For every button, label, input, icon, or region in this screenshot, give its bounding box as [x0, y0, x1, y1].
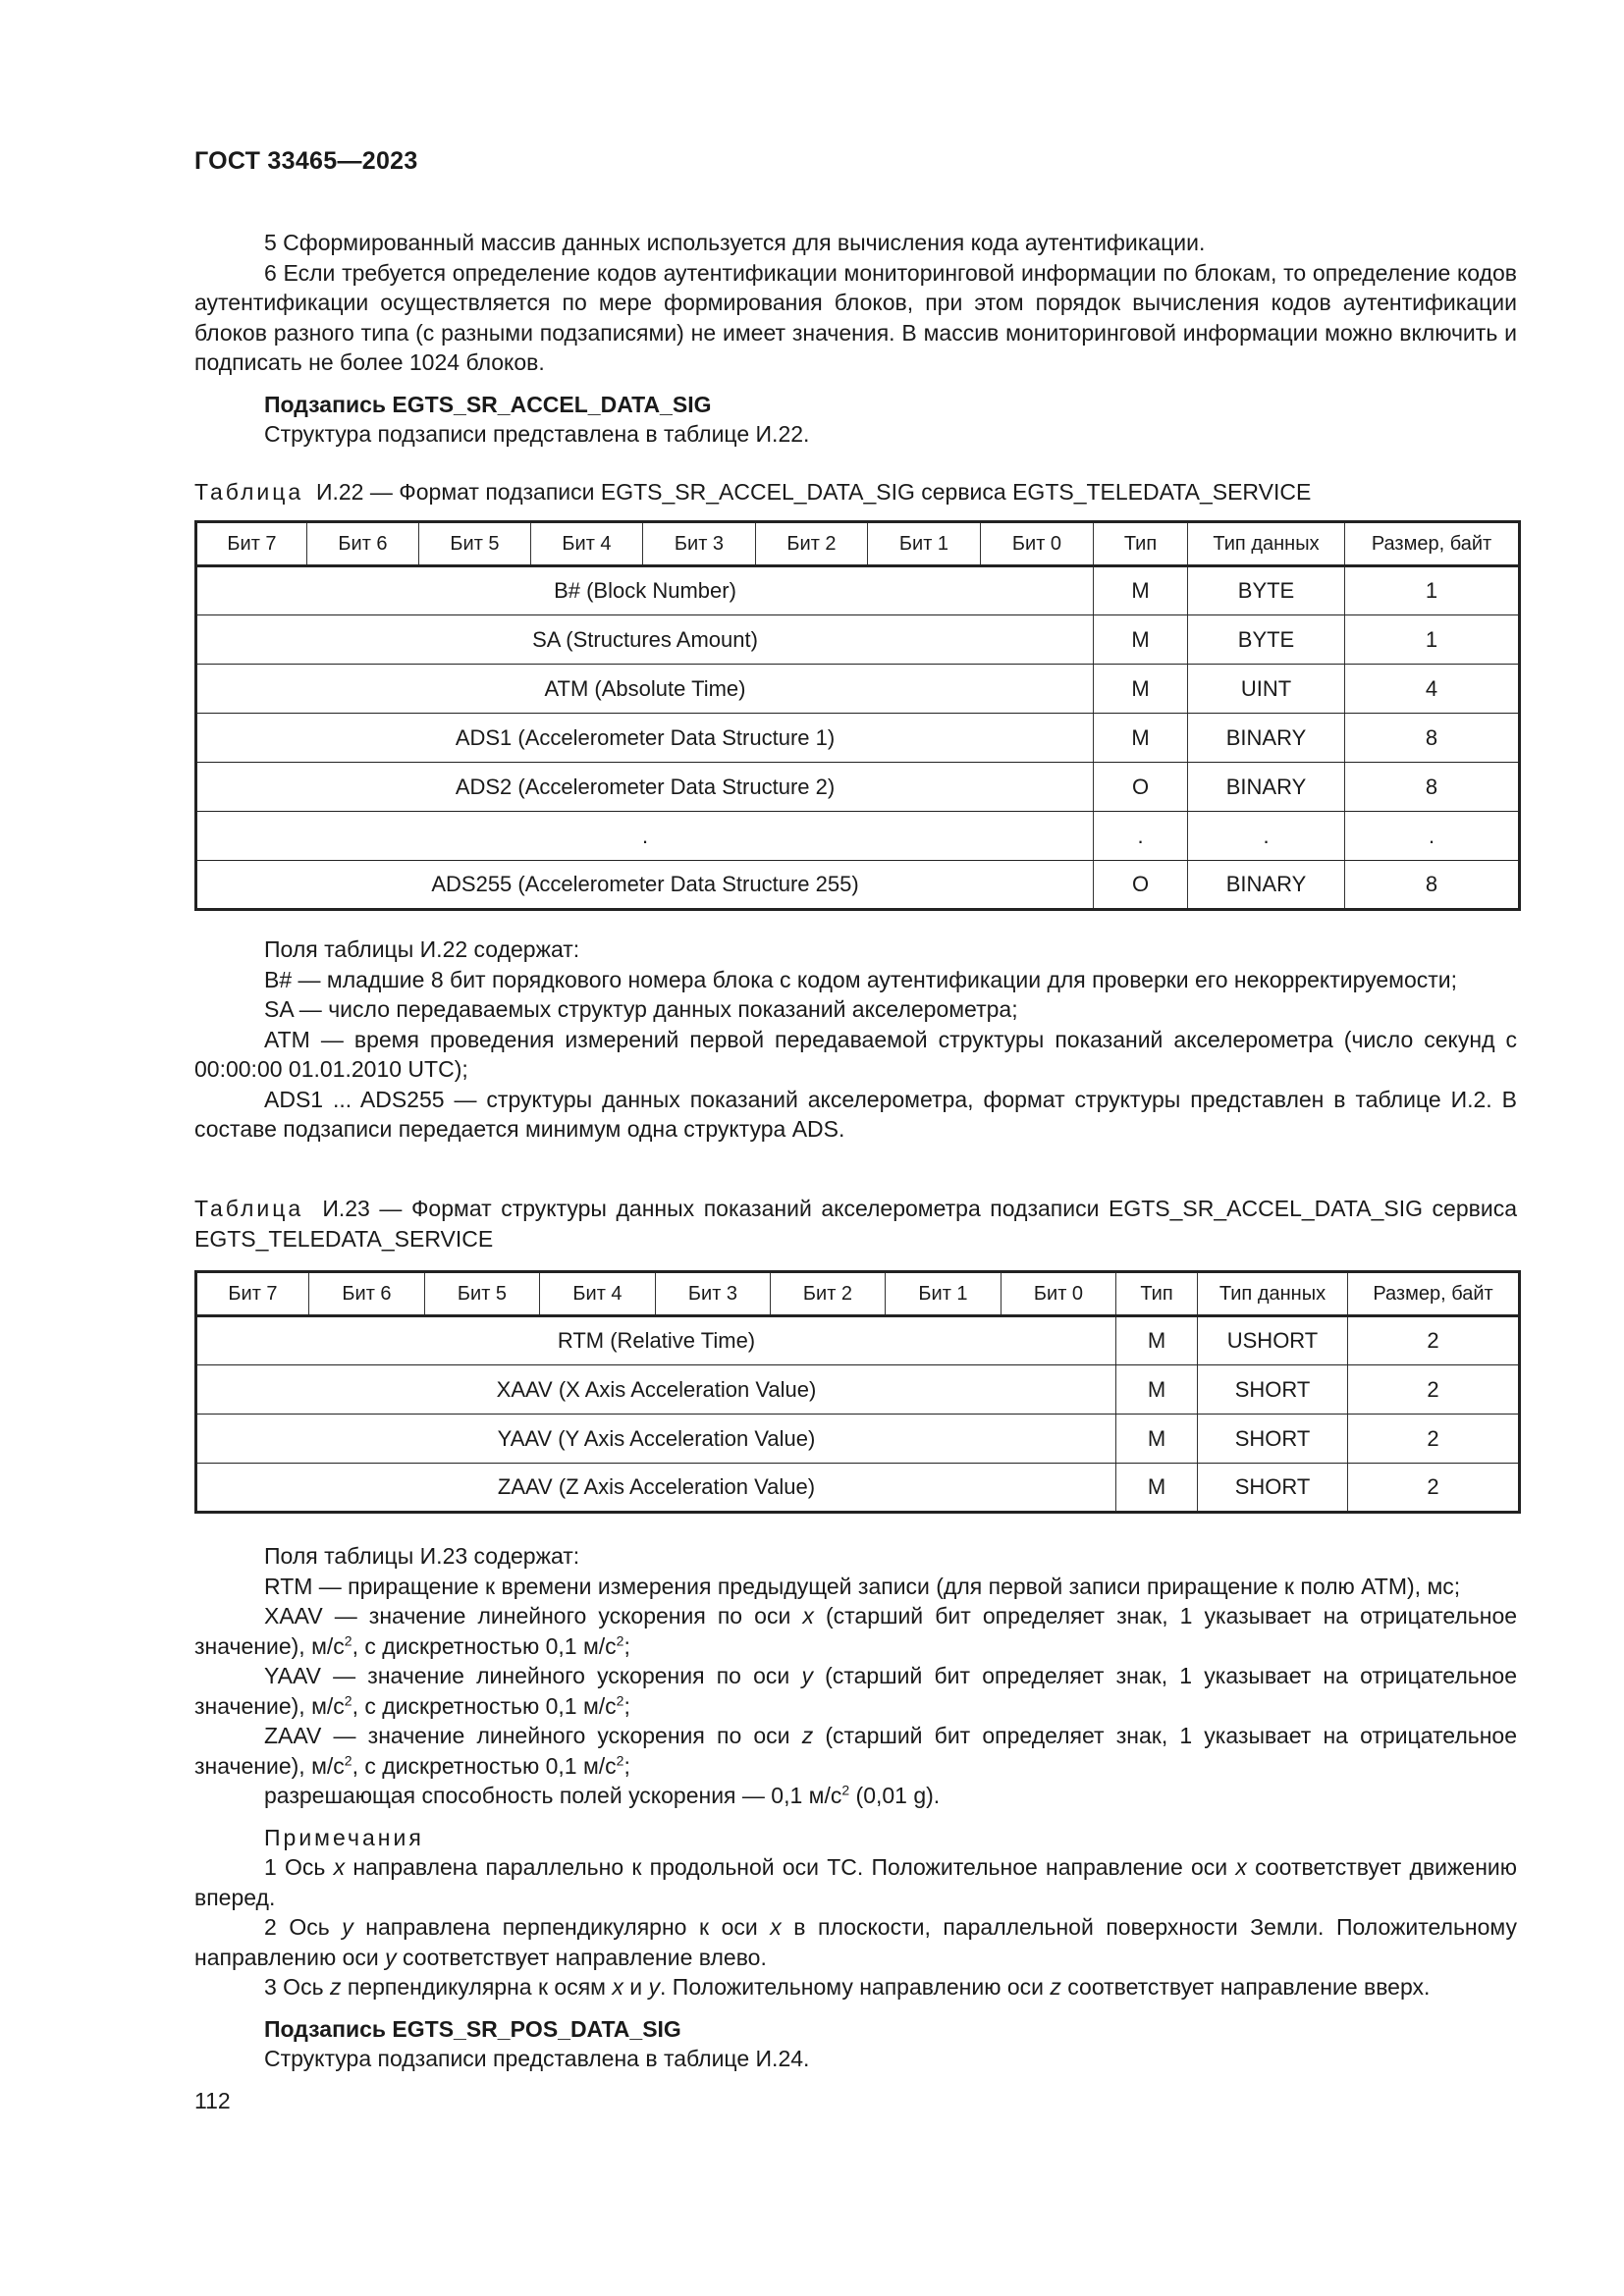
type-cell: M: [1094, 566, 1188, 615]
table23-header-cell: Бит 4: [540, 1272, 656, 1316]
datatype-cell: SHORT: [1198, 1415, 1348, 1464]
type-cell: .: [1094, 812, 1188, 861]
axis-symbol: x: [333, 1854, 346, 1880]
type-cell: O: [1094, 861, 1188, 910]
table-row: [196, 861, 1520, 910]
type-cell: M: [1116, 1316, 1198, 1365]
text-fragment: и: [629, 1974, 643, 2000]
size-cell: 8: [1345, 763, 1520, 812]
type-cell: M: [1116, 1365, 1198, 1415]
text-fragment: YAAV — значение линейного ускорения по оси: [264, 1663, 790, 1688]
fields23-intro: Поля таблицы И.23 содержат:: [264, 1543, 580, 1569]
table-row: [196, 1365, 1520, 1415]
superscript: 2: [616, 1691, 624, 1708]
text-fragment: , с дискретностью 0,1 м/с: [352, 1632, 617, 1659]
datatype-cell: BINARY: [1188, 714, 1345, 763]
datatype-cell: USHORT: [1198, 1316, 1348, 1365]
field-name-cell: ADS255 (Accelerometer Data Structure 255): [196, 861, 1094, 910]
size-cell: 4: [1345, 665, 1520, 714]
table22-caption: [194, 477, 1517, 507]
table22-header-cell: Бит 3: [643, 522, 756, 566]
text-fragment: направлена параллельно к продольной оси ТС. Положительное направление оси: [352, 1854, 1228, 1880]
table23-header-cell: Тип данных: [1198, 1272, 1348, 1316]
axis-symbol: z: [801, 1723, 814, 1748]
note-2: [194, 1912, 1517, 1972]
field-desc-rtm: RTM — приращение к времени измерения предыдущей записи (для первой записи приращение к полю ATM), мс;: [264, 1573, 1461, 1599]
text-fragment: (старший бит определяет знак, 1 указывает на отрицательное значение), м/с: [194, 1663, 1518, 1719]
datatype-cell: SHORT: [1198, 1365, 1348, 1415]
field-desc-resolution: [194, 1781, 1517, 1811]
text-fragment: . Положительному направлению оси: [660, 1974, 1044, 2000]
axis-symbol: x: [770, 1914, 782, 1940]
type-cell: M: [1116, 1415, 1198, 1464]
table-row: [196, 714, 1520, 763]
axis-symbol: y: [801, 1663, 813, 1688]
table23-caption: [194, 1194, 1517, 1254]
size-cell: .: [1345, 812, 1520, 861]
table-22: [194, 520, 1521, 911]
table23-header-cell: Бит 1: [886, 1272, 1001, 1316]
datatype-cell: BINARY: [1188, 861, 1345, 910]
datatype-cell: SHORT: [1198, 1464, 1348, 1513]
table22-header-cell: Бит 7: [196, 522, 307, 566]
field-desc-yaav: [194, 1661, 1517, 1721]
table23-header-cell: Бит 2: [771, 1272, 886, 1316]
section-ref-pos: Структура подзаписи представлена в таблице И.24.: [264, 2046, 810, 2071]
axis-symbol: y: [385, 1944, 397, 1970]
text-fragment: 1 Ось: [264, 1854, 326, 1880]
size-cell: 8: [1345, 861, 1520, 910]
table22-header-cell: Бит 1: [868, 522, 981, 566]
table23-header-cell: Тип: [1116, 1272, 1198, 1316]
field-name-cell: XAAV (X Axis Acceleration Value): [196, 1365, 1116, 1415]
size-cell: 1: [1345, 566, 1520, 615]
superscript: 2: [344, 1631, 352, 1648]
table-row: [196, 566, 1520, 615]
field-desc-sa: SA — число передаваемых структур данных показаний акселерометра;: [264, 996, 1018, 1022]
size-cell: 2: [1348, 1415, 1520, 1464]
datatype-cell: BYTE: [1188, 566, 1345, 615]
size-cell: 1: [1345, 615, 1520, 665]
text-fragment: ;: [623, 1632, 630, 1659]
table22-header-cell: Тип: [1094, 522, 1188, 566]
table-row: [196, 1464, 1520, 1513]
type-cell: M: [1094, 714, 1188, 763]
datatype-cell: BINARY: [1188, 763, 1345, 812]
table23-header-cell: Бит 7: [196, 1272, 309, 1316]
axis-symbol: y: [342, 1914, 353, 1940]
intro-block: [194, 228, 1517, 450]
table23-header-cell: Бит 5: [425, 1272, 540, 1316]
axis-symbol: z: [1050, 1974, 1061, 2000]
type-cell: M: [1094, 615, 1188, 665]
type-cell: M: [1094, 665, 1188, 714]
fields23-block: [194, 1541, 1517, 2074]
field-desc-b: B# — младшие 8 бит порядкового номера блока с кодом аутентификации для проверки его некорректируемости;: [264, 966, 1458, 992]
type-cell: O: [1094, 763, 1188, 812]
table22-caption-label: Таблица: [194, 479, 304, 505]
axis-symbol: z: [329, 1974, 342, 2000]
section-heading-pos: Подзапись EGTS_SR_POS_DATA_SIG: [264, 2015, 681, 2042]
paragraph-6: 6 Если требуется определение кодов аутентификации мониторинговой информации по блокам, то определение кодов аутентификации осуществляется по мере формирования блоков, при этом порядок вычисления кодов аутентификации блоков разного типа (с разными подзаписями) не имеет значения. В массив мониторинговой информации можно включить и подписать не более 1024 блоков.: [194, 259, 1517, 375]
table22-header-cell: Тип данных: [1188, 522, 1345, 566]
size-cell: 2: [1348, 1365, 1520, 1415]
size-cell: 8: [1345, 714, 1520, 763]
datatype-cell: UINT: [1188, 665, 1345, 714]
table23-header-cell: Размер, байт: [1348, 1272, 1520, 1316]
table23-header-row: [196, 1272, 1520, 1316]
table-row: [196, 1316, 1520, 1365]
axis-symbol: x: [1235, 1854, 1247, 1880]
table-row: [196, 812, 1520, 861]
field-name-cell: ZAAV (Z Axis Acceleration Value): [196, 1464, 1116, 1513]
superscript: 2: [616, 1631, 624, 1648]
table-row: [196, 1415, 1520, 1464]
text-fragment: соответствует направление влево.: [403, 1944, 767, 1970]
table-row: [196, 615, 1520, 665]
field-name-cell: ADS1 (Accelerometer Data Structure 1): [196, 714, 1094, 763]
datatype-cell: BYTE: [1188, 615, 1345, 665]
axis-symbol: x: [802, 1603, 814, 1629]
table22-header-cell: Бит 6: [307, 522, 419, 566]
text-fragment: XAAV — значение линейного ускорения по оси: [264, 1603, 791, 1629]
text-fragment: в плоскости, параллельной поверхности Земли. Положительному направлению оси: [194, 1914, 1517, 1970]
text-fragment: соответствует движению вперед.: [194, 1854, 1518, 1910]
text-fragment: 3 Ось: [264, 1974, 324, 2000]
table23-header-cell: Бит 3: [656, 1272, 771, 1316]
table22-header-row: [196, 522, 1520, 566]
table22-header-cell: Размер, байт: [1345, 522, 1520, 566]
table-row: [196, 763, 1520, 812]
table-23: [194, 1270, 1521, 1514]
table23-caption-label: Таблица: [194, 1196, 304, 1221]
type-cell: M: [1116, 1464, 1198, 1513]
text-fragment: ZAAV — значение линейного ускорения по оси: [264, 1723, 790, 1748]
text-fragment: перпендикулярна к осям: [347, 1974, 606, 2000]
table23-header-cell: Бит 0: [1001, 1272, 1116, 1316]
field-name-cell: .: [196, 812, 1094, 861]
field-name-cell: YAAV (Y Axis Acceleration Value): [196, 1415, 1116, 1464]
datatype-cell: .: [1188, 812, 1345, 861]
size-cell: 2: [1348, 1464, 1520, 1513]
document-code: ГОСТ 33465—2023: [194, 147, 418, 175]
field-name-cell: SA (Structures Amount): [196, 615, 1094, 665]
superscript: 2: [344, 1691, 352, 1708]
table22-header-cell: Бит 4: [531, 522, 643, 566]
text-fragment: , с дискретностью 0,1 м/с: [352, 1752, 617, 1779]
text-fragment: разрешающая способность полей ускорения — 0,1 м/с: [264, 1783, 842, 1808]
table-row: [196, 665, 1520, 714]
field-name-cell: ATM (Absolute Time): [196, 665, 1094, 714]
text-fragment: , с дискретностью 0,1 м/с: [352, 1692, 617, 1719]
table22-header-cell: Бит 2: [756, 522, 868, 566]
notes-title: Примечания: [264, 1824, 424, 1850]
section-ref-accel: Структура подзаписи представлена в таблице И.22.: [264, 421, 810, 447]
text-fragment: соответствует направление вверх.: [1067, 1974, 1431, 2000]
superscript: 2: [841, 1782, 850, 1798]
field-desc-zaav: [194, 1721, 1517, 1781]
field-name-cell: ADS2 (Accelerometer Data Structure 2): [196, 763, 1094, 812]
field-name-cell: RTM (Relative Time): [196, 1316, 1116, 1365]
table22-caption-text: И.22 — Формат подзаписи EGTS_SR_ACCEL_DATA_SIG сервиса EGTS_TELEDATA_SERVICE: [315, 479, 1312, 505]
field-desc-ads: ADS1 ... ADS255 — структуры данных показаний акселерометра, формат структуры представлен в таблице И.2. В составе подзаписи передается минимум одна структура ADS.: [194, 1086, 1517, 1142]
fields22-block: [194, 934, 1517, 1145]
text-fragment: 2 Ось: [264, 1914, 330, 1940]
size-cell: 2: [1348, 1316, 1520, 1365]
section-heading-accel: Подзапись EGTS_SR_ACCEL_DATA_SIG: [264, 391, 712, 417]
page-number: 112: [194, 2088, 231, 2113]
text-fragment: (0,01 g).: [855, 1783, 941, 1808]
table22-header-cell: Бит 0: [981, 522, 1094, 566]
table23-caption-text: И.23 — Формат структуры данных показаний акселерометра подзаписи EGTS_SR_ACCEL_DATA_SIG сервиса EGTS_TELEDATA_SERVICE: [194, 1196, 1517, 1252]
superscript: 2: [344, 1751, 352, 1768]
table23-header-cell: Бит 6: [309, 1272, 425, 1316]
axis-symbol: x: [612, 1974, 623, 2000]
note-3: [194, 1972, 1517, 2002]
text-fragment: направлена перпендикулярно к оси: [365, 1914, 758, 1940]
superscript: 2: [616, 1751, 624, 1768]
field-desc-atm: ATM — время проведения измерений первой передаваемой структуры показаний акселерометра (число секунд с 00:00:00 01.01.2010 UTC);: [194, 1026, 1517, 1082]
fields22-intro: Поля таблицы И.22 содержат:: [264, 936, 580, 962]
table22-header-cell: Бит 5: [419, 522, 531, 566]
note-1: [194, 1852, 1517, 1912]
text-fragment: (старший бит определяет знак, 1 указывает на отрицательное значение), м/с: [194, 1723, 1518, 1779]
paragraph-5: 5 Сформированный массив данных используется для вычисления кода аутентификации.: [264, 230, 1206, 255]
text-fragment: (старший бит определяет знак, 1 указывает на отрицательное значение), м/с: [194, 1603, 1518, 1659]
text-fragment: ;: [623, 1752, 630, 1779]
field-name-cell: B# (Block Number): [196, 566, 1094, 615]
field-desc-xaav: [194, 1601, 1517, 1661]
text-fragment: ;: [623, 1692, 630, 1719]
axis-symbol: y: [648, 1974, 661, 2000]
